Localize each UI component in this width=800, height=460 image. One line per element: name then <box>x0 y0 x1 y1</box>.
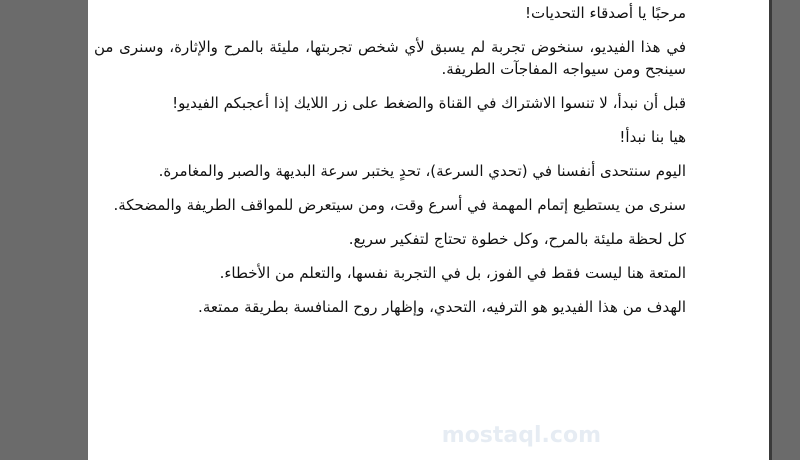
paragraph: هيا بنا نبدأ! <box>619 128 686 146</box>
paragraph: كل لحظة مليئة بالمرح، وكل خطوة تحتاج لتفكير سريع. <box>348 230 686 248</box>
paragraph: سنرى من يستطيع إتمام المهمة في أسرع وقت، ومن سيتعرض للمواقف الطريفة والمضحكة. <box>113 196 686 214</box>
paragraph: في هذا الفيديو، سنخوض تجربة لم يسبق لأي شخص تجربتها، مليئة بالمرح والإثارة، وسنرى من سينجح ومن سيواجه المفاجآت الطريفة. <box>94 38 686 78</box>
watermark-text: mostaql.com <box>441 423 601 448</box>
paragraph: مرحبًا يا أصدقاء التحديات! <box>524 4 686 22</box>
paragraph: الهدف من هذا الفيديو هو الترفيه، التحدي، وإظهار روح المنافسة بطريقة ممتعة. <box>198 298 686 316</box>
document-body <box>94 2 686 330</box>
watermark-logo <box>441 408 601 448</box>
paragraph: اليوم سنتحدى أنفسنا في (تحدي السرعة)، تحدٍ يختبر سرعة البديهة والصبر والمغامرة. <box>158 162 686 180</box>
paragraph: قبل أن نبدأ، لا تنسوا الاشتراك في القناة والضغط على زر اللايك إذا أعجبكم الفيديو! <box>172 94 686 112</box>
paragraph: المتعة هنا ليست فقط في الفوز، بل في التجربة نفسها، والتعلم من الأخطاء. <box>219 264 686 282</box>
document-page <box>88 0 769 460</box>
page-edge-shadow <box>769 0 772 460</box>
